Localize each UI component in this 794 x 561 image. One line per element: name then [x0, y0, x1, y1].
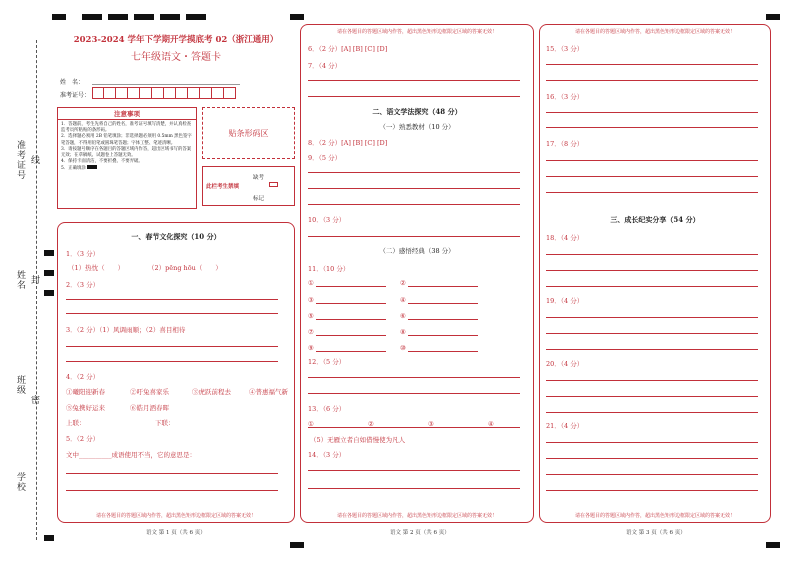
sheet-title: 2023-2024 学年下学期开学摸底考 02（浙江通用）: [73, 35, 279, 45]
side-id-label: 准考证号: [15, 140, 25, 180]
answer-line[interactable]: [546, 270, 758, 271]
question-1: 1．（3 分）: [66, 250, 100, 258]
blank-marker: ⑦: [308, 328, 314, 336]
answer-line[interactable]: [316, 286, 386, 287]
question-19: 19．（4 分）: [546, 297, 584, 305]
absent-checkbox[interactable]: [269, 182, 278, 187]
timing-mark: [44, 535, 54, 541]
question-18: 18．（4 分）: [546, 234, 584, 242]
question-10: 10．（3 分）: [308, 216, 346, 224]
question-14: 14．（3 分）: [308, 451, 346, 459]
answer-line[interactable]: [408, 319, 478, 320]
answer-line[interactable]: [546, 80, 758, 81]
answer-line[interactable]: [546, 192, 758, 193]
answer-line[interactable]: [308, 377, 520, 378]
option: ④普惠福气新: [249, 388, 288, 396]
question-8[interactable]: 8．（2 分）[A] [B] [C] [D]: [308, 139, 388, 147]
option: ③虎跃前程去: [192, 388, 231, 396]
notice-item: 5．正确填涂: [61, 166, 86, 172]
answer-line[interactable]: [66, 313, 278, 314]
answer-line[interactable]: [308, 80, 520, 81]
blank-marker: ⑩: [400, 344, 406, 352]
upper-couplet-label: 上联：: [66, 419, 86, 427]
timing-mark: [134, 14, 154, 20]
q1-a: （1）热忱（ ）: [68, 264, 125, 272]
answer-line[interactable]: [308, 427, 520, 428]
answer-line[interactable]: [546, 254, 758, 255]
answer-line[interactable]: [308, 488, 520, 489]
answer-line[interactable]: [546, 286, 758, 287]
q13-extra: （5）无雁立者自如借慢使为凡人: [310, 436, 406, 444]
answer-line[interactable]: [546, 442, 758, 443]
answer-line[interactable]: [546, 490, 758, 491]
blank-marker: ⑧: [400, 328, 406, 336]
answer-line[interactable]: [316, 303, 386, 304]
timing-mark: [44, 250, 54, 256]
question-2: 2．（3 分）: [66, 281, 100, 289]
option: ⑥皓月洒春晖: [130, 404, 169, 412]
answer-line[interactable]: [308, 470, 520, 471]
warning-text: 请在各题目的答题区域内作答，超出黑色矩形边框限定区域的答案无效！: [336, 513, 497, 519]
answer-line[interactable]: [546, 317, 758, 318]
warning-text: 请在各题目的答题区域内作答，超出黑色矩形边框限定区域的答案无效！: [574, 513, 735, 519]
side-line-label: 线: [29, 155, 39, 165]
answer-line[interactable]: [546, 412, 758, 413]
answer-line[interactable]: [66, 346, 278, 347]
answer-line[interactable]: [546, 458, 758, 459]
notice-box: [57, 107, 197, 209]
question-16: 16．（3 分）: [546, 93, 584, 101]
name-label: 姓 名：: [60, 79, 85, 86]
answer-line[interactable]: [308, 188, 520, 189]
timing-mark: [160, 14, 180, 20]
notice-item: 4．保持卡面清洁，不要折叠、不要弄破。: [61, 159, 143, 165]
blank-marker: ④: [400, 296, 406, 304]
answer-line[interactable]: [308, 236, 520, 237]
timing-mark: [186, 14, 206, 20]
side-secret-label: 密: [29, 395, 39, 405]
filled-sample: [87, 165, 97, 169]
notice-title: 注意事项: [58, 108, 196, 120]
option: ⑤兔携好运来: [66, 404, 105, 412]
answer-line[interactable]: [316, 319, 386, 320]
question-4: 4．（2 分）: [66, 373, 100, 381]
q5-text: 文中__________成语使用不当，它的意思是：: [66, 451, 196, 459]
question-11: 11．（10 分）: [308, 265, 350, 273]
page-footer: 语文 第 1 页（共 6 页）: [146, 530, 206, 536]
subsection-2-title: （二）感悟经典（38 分）: [379, 247, 455, 255]
answer-line[interactable]: [308, 172, 520, 173]
answer-line[interactable]: [408, 303, 478, 304]
answer-line[interactable]: [546, 176, 758, 177]
answer-line[interactable]: [408, 286, 478, 287]
answer-line[interactable]: [308, 96, 520, 97]
notice-item: 3．请按题号顺序在各题目的答题区域内作答，超出区域书写的答案无效；在草稿纸、试题卷上答题无效。: [61, 146, 192, 159]
answer-line[interactable]: [546, 127, 758, 128]
timing-mark: [290, 542, 304, 548]
side-name-label: 姓名: [15, 270, 25, 290]
question-7: 7．（4 分）: [308, 62, 342, 70]
timing-mark: [44, 270, 54, 276]
answer-line[interactable]: [66, 473, 278, 474]
id-label: 准考证号：: [60, 92, 91, 99]
absent-l1: 缺考: [253, 175, 265, 181]
side-school-label: 学校: [15, 472, 25, 492]
answer-line[interactable]: [546, 474, 758, 475]
answer-line[interactable]: [66, 490, 278, 491]
warning-text: 请在各题目的答题区域内作答，超出黑色矩形边框限定区域的答案无效！: [336, 29, 497, 35]
timing-mark: [82, 14, 102, 20]
answer-line[interactable]: [316, 351, 386, 352]
answer-line[interactable]: [546, 160, 758, 161]
question-12: 12．（5 分）: [308, 358, 346, 366]
question-17: 17．（8 分）: [546, 140, 584, 148]
side-seal-label: 封: [29, 275, 39, 285]
answer-line[interactable]: [308, 204, 520, 205]
page-footer: 语文 第 2 页（共 6 页）: [390, 530, 450, 536]
option: ①曦阳迎新春: [66, 388, 105, 396]
absent-l2: 标记: [253, 196, 265, 202]
q1-b: （2）pēng hōu（ ）: [148, 264, 222, 272]
blank-marker: ⑤: [308, 312, 314, 320]
absent-label: 此栏考生禁填: [206, 184, 240, 190]
lower-couplet-label: 下联：: [155, 419, 175, 427]
timing-mark: [108, 14, 128, 20]
question-21: 21．（4 分）: [546, 422, 584, 430]
answer-line[interactable]: [308, 393, 520, 394]
question-5: 5．（2 分）: [66, 435, 100, 443]
blank-marker: ②: [368, 420, 374, 428]
warning-text: 请在各题目的答题区域内作答，超出黑色矩形边框限定区域的答案无效！: [95, 513, 256, 519]
page-footer: 语文 第 3 页（共 6 页）: [626, 530, 686, 536]
answer-line[interactable]: [408, 335, 478, 336]
timing-mark: [290, 14, 304, 20]
answer-line[interactable]: [546, 380, 758, 381]
blank-marker: ③: [428, 420, 434, 428]
notice-item: 2．选择题必须用 2B 铅笔填涂；非选择题必须用 0.5mm 黑色签字笔答题，不得用铅笔或圆珠笔答题；字体工整、笔迹清晰。: [61, 134, 192, 146]
question-9: 9．（5 分）: [308, 154, 342, 162]
blank-marker: ③: [308, 296, 314, 304]
question-20: 20．（4 分）: [546, 360, 584, 368]
blank-marker: ①: [308, 420, 314, 428]
binding-line: [36, 40, 37, 540]
timing-mark: [52, 14, 66, 20]
answer-line[interactable]: [66, 299, 278, 300]
answer-line[interactable]: [316, 335, 386, 336]
section-3-title: 三、成长纪实分享（54 分）: [610, 215, 700, 224]
option: ②吁兔喜家乐: [130, 388, 169, 396]
barcode-area: 贴条形码区: [202, 107, 295, 159]
warning-text: 请在各题目的答题区域内作答，超出黑色矩形边框限定区域的答案无效！: [574, 29, 735, 35]
question-15: 15．（3 分）: [546, 45, 584, 53]
answer-line[interactable]: [546, 396, 758, 397]
question-13: 13．（6 分）: [308, 405, 346, 413]
blank-marker: ⑨: [308, 344, 314, 352]
answer-panel-2: [300, 24, 534, 523]
answer-line[interactable]: [546, 333, 758, 334]
timing-mark: [766, 14, 780, 20]
answer-line[interactable]: [408, 351, 478, 352]
question-3: 3．（2 分）（1）风调雨顺；（2）喜目相待: [66, 326, 186, 334]
timing-mark: [44, 290, 54, 296]
blank-marker: ⑥: [400, 312, 406, 320]
blank-marker: ④: [488, 420, 494, 428]
name-field[interactable]: [92, 84, 240, 85]
side-class-label: 班级: [15, 375, 25, 395]
id-boxes[interactable]: [92, 87, 236, 99]
answer-line[interactable]: [546, 349, 758, 350]
blank-marker: ②: [400, 279, 406, 287]
sheet-subtitle: 七年级语文・答题卡: [131, 52, 221, 63]
section-1-title: 一、春节文化探究（10 分）: [131, 232, 221, 241]
answer-line[interactable]: [546, 112, 758, 113]
notice-item: 1．答题前，考生先将自己的姓名，准考证号填写清楚，并认真检查监考员所粘贴的条形码。: [61, 122, 192, 134]
section-2-title: 二、语文学法探究（48 分）: [372, 107, 462, 116]
question-6[interactable]: 6．（2 分）[A] [B] [C] [D]: [308, 45, 388, 53]
answer-line[interactable]: [66, 361, 278, 362]
timing-mark: [766, 542, 780, 548]
absent-box: [202, 166, 295, 206]
subsection-1-title: （一）熟悉教材（10 分）: [379, 123, 455, 131]
answer-line[interactable]: [546, 64, 758, 65]
blank-marker: ①: [308, 279, 314, 287]
